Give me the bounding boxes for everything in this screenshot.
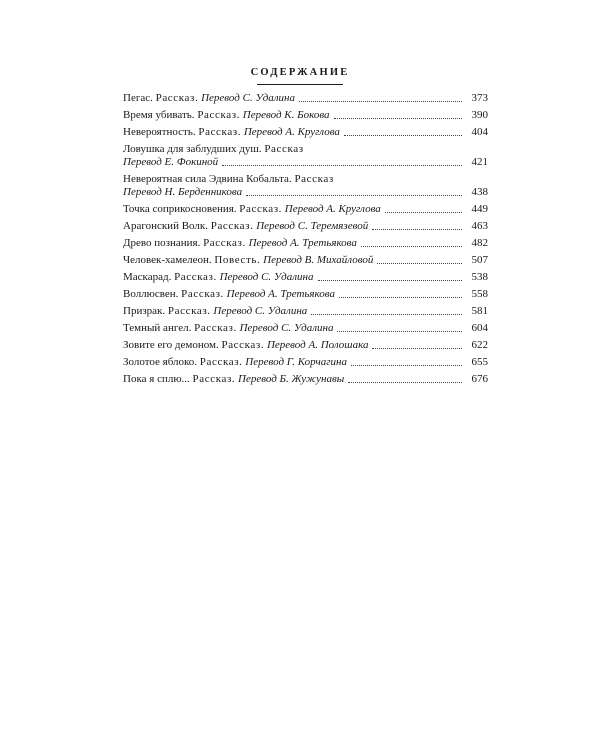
entry-page-number: 676 bbox=[471, 373, 488, 385]
entry-title: Темный ангел. bbox=[123, 322, 192, 334]
entry-page-number: 538 bbox=[471, 271, 488, 283]
entry-title: Пока я сплю... bbox=[123, 373, 190, 385]
entry-translator: Перевод К. Бокова bbox=[242, 109, 330, 121]
entry-page-number: 622 bbox=[471, 339, 488, 351]
entry-translator: Перевод А. Круглова bbox=[284, 203, 381, 215]
dot-leader bbox=[334, 118, 462, 119]
table-of-contents bbox=[123, 92, 488, 390]
entry-translator: Перевод С. Удалина bbox=[213, 305, 308, 317]
heading-underline bbox=[257, 84, 343, 85]
toc-entry bbox=[123, 109, 488, 122]
entry-genre: Рассказ. bbox=[198, 126, 242, 138]
dot-leader bbox=[339, 297, 462, 298]
dot-leader bbox=[385, 212, 462, 213]
entry-page-number: 604 bbox=[471, 322, 488, 334]
toc-entry bbox=[123, 143, 488, 169]
entry-genre: Рассказ. bbox=[155, 92, 199, 104]
entry-title: Невероятная сила Эдвина Кобальта. bbox=[123, 173, 292, 185]
dot-leader bbox=[372, 348, 462, 349]
dot-leader bbox=[246, 195, 462, 196]
entry-title: Зовите его демоном. bbox=[123, 339, 219, 351]
toc-entry bbox=[123, 373, 488, 386]
entry-page-number: 449 bbox=[471, 203, 488, 215]
entry-page-number: 421 bbox=[471, 156, 488, 168]
entry-translator: Перевод С. Удалина bbox=[239, 322, 334, 334]
dot-leader bbox=[222, 165, 462, 166]
toc-entry bbox=[123, 254, 488, 267]
dot-leader bbox=[299, 101, 462, 102]
entry-title: Время убивать. bbox=[123, 109, 195, 121]
entry-genre: Рассказ. bbox=[174, 271, 217, 283]
entry-translator: Перевод С. Теремязевой bbox=[256, 220, 369, 232]
entry-translator: Перевод А. Третьякова bbox=[248, 237, 357, 249]
entry-translator: Перевод С. Удалина bbox=[219, 271, 314, 283]
entry-genre: Рассказ. bbox=[221, 339, 265, 351]
toc-entry bbox=[123, 173, 488, 199]
toc-entry bbox=[123, 322, 488, 335]
contents-heading-text: СОДЕРЖАНИЕ bbox=[250, 67, 350, 78]
entry-title: Маскарад. bbox=[123, 271, 172, 283]
entry-page-number: 390 bbox=[471, 109, 488, 121]
entry-genre: Рассказ. bbox=[203, 237, 246, 249]
entry-translator: Перевод В. Михайловой bbox=[263, 254, 374, 266]
toc-entry bbox=[123, 92, 488, 105]
entry-page-number: 558 bbox=[471, 288, 488, 300]
entry-title: Арагонский Волк. bbox=[123, 220, 208, 232]
dot-leader bbox=[337, 331, 462, 332]
entry-translator: Перевод Н. Берденникова bbox=[123, 186, 243, 198]
dot-leader bbox=[311, 314, 462, 315]
entry-page-number: 482 bbox=[471, 237, 488, 249]
entry-page-number: 581 bbox=[471, 305, 488, 317]
entry-title: Воллюсвен. bbox=[123, 288, 179, 300]
entry-translator: Перевод А. Полошака bbox=[266, 339, 369, 351]
entry-genre: Рассказ. bbox=[167, 305, 211, 317]
entry-page-number: 404 bbox=[471, 126, 488, 138]
entry-translator: Перевод А. Круглова bbox=[243, 126, 340, 138]
toc-entry bbox=[123, 271, 488, 284]
entry-translator: Перевод Е. Фокиной bbox=[123, 156, 219, 168]
dot-leader bbox=[361, 246, 462, 247]
toc-entry bbox=[123, 220, 488, 233]
entry-title: Призрак. bbox=[123, 305, 166, 317]
entry-genre: Рассказ bbox=[294, 173, 334, 185]
entry-page-number: 373 bbox=[471, 92, 488, 104]
entry-page-number: 463 bbox=[471, 220, 488, 232]
toc-entry bbox=[123, 339, 488, 352]
toc-entry bbox=[123, 203, 488, 216]
entry-title: Золотое яблоко. bbox=[123, 356, 198, 368]
entry-genre: Рассказ. bbox=[192, 373, 236, 385]
entry-genre: Рассказ. bbox=[181, 288, 224, 300]
entry-genre: Рассказ bbox=[264, 143, 304, 155]
entry-genre: Рассказ. bbox=[194, 322, 237, 334]
contents-heading bbox=[0, 62, 600, 85]
toc-entry bbox=[123, 356, 488, 369]
dot-leader bbox=[344, 135, 462, 136]
entry-title: Древо познания. bbox=[123, 237, 201, 249]
entry-genre: Рассказ. bbox=[197, 109, 241, 121]
entry-page-number: 507 bbox=[471, 254, 488, 266]
entry-title: Пегас. bbox=[123, 92, 153, 104]
entry-genre: Рассказ. bbox=[239, 203, 283, 215]
entry-translator: Перевод С. Удалина bbox=[201, 92, 296, 104]
dot-leader bbox=[372, 229, 462, 230]
dot-leader bbox=[377, 263, 462, 264]
dot-leader bbox=[351, 365, 462, 366]
entry-page-number: 438 bbox=[471, 186, 488, 198]
entry-genre: Рассказ. bbox=[210, 220, 254, 232]
entry-title: Точка соприкосновения. bbox=[123, 203, 237, 215]
entry-title: Ловушка для заблудших душ. bbox=[123, 143, 262, 155]
entry-genre: Рассказ. bbox=[199, 356, 243, 368]
entry-translator: Перевод А. Третьякова bbox=[226, 288, 335, 300]
toc-entry bbox=[123, 237, 488, 250]
toc-entry bbox=[123, 288, 488, 301]
entry-page-number: 655 bbox=[471, 356, 488, 368]
entry-translator: Перевод Г. Корчагина bbox=[245, 356, 347, 368]
dot-leader bbox=[318, 280, 463, 281]
entry-translator: Перевод Б. Жужунавы bbox=[238, 373, 345, 385]
toc-entry bbox=[123, 305, 488, 318]
dot-leader bbox=[348, 382, 462, 383]
toc-entry bbox=[123, 126, 488, 139]
entry-title: Человек-хамелеон. bbox=[123, 254, 212, 266]
entry-genre: Повесть. bbox=[214, 254, 261, 266]
entry-title: Невероятность. bbox=[123, 126, 196, 138]
